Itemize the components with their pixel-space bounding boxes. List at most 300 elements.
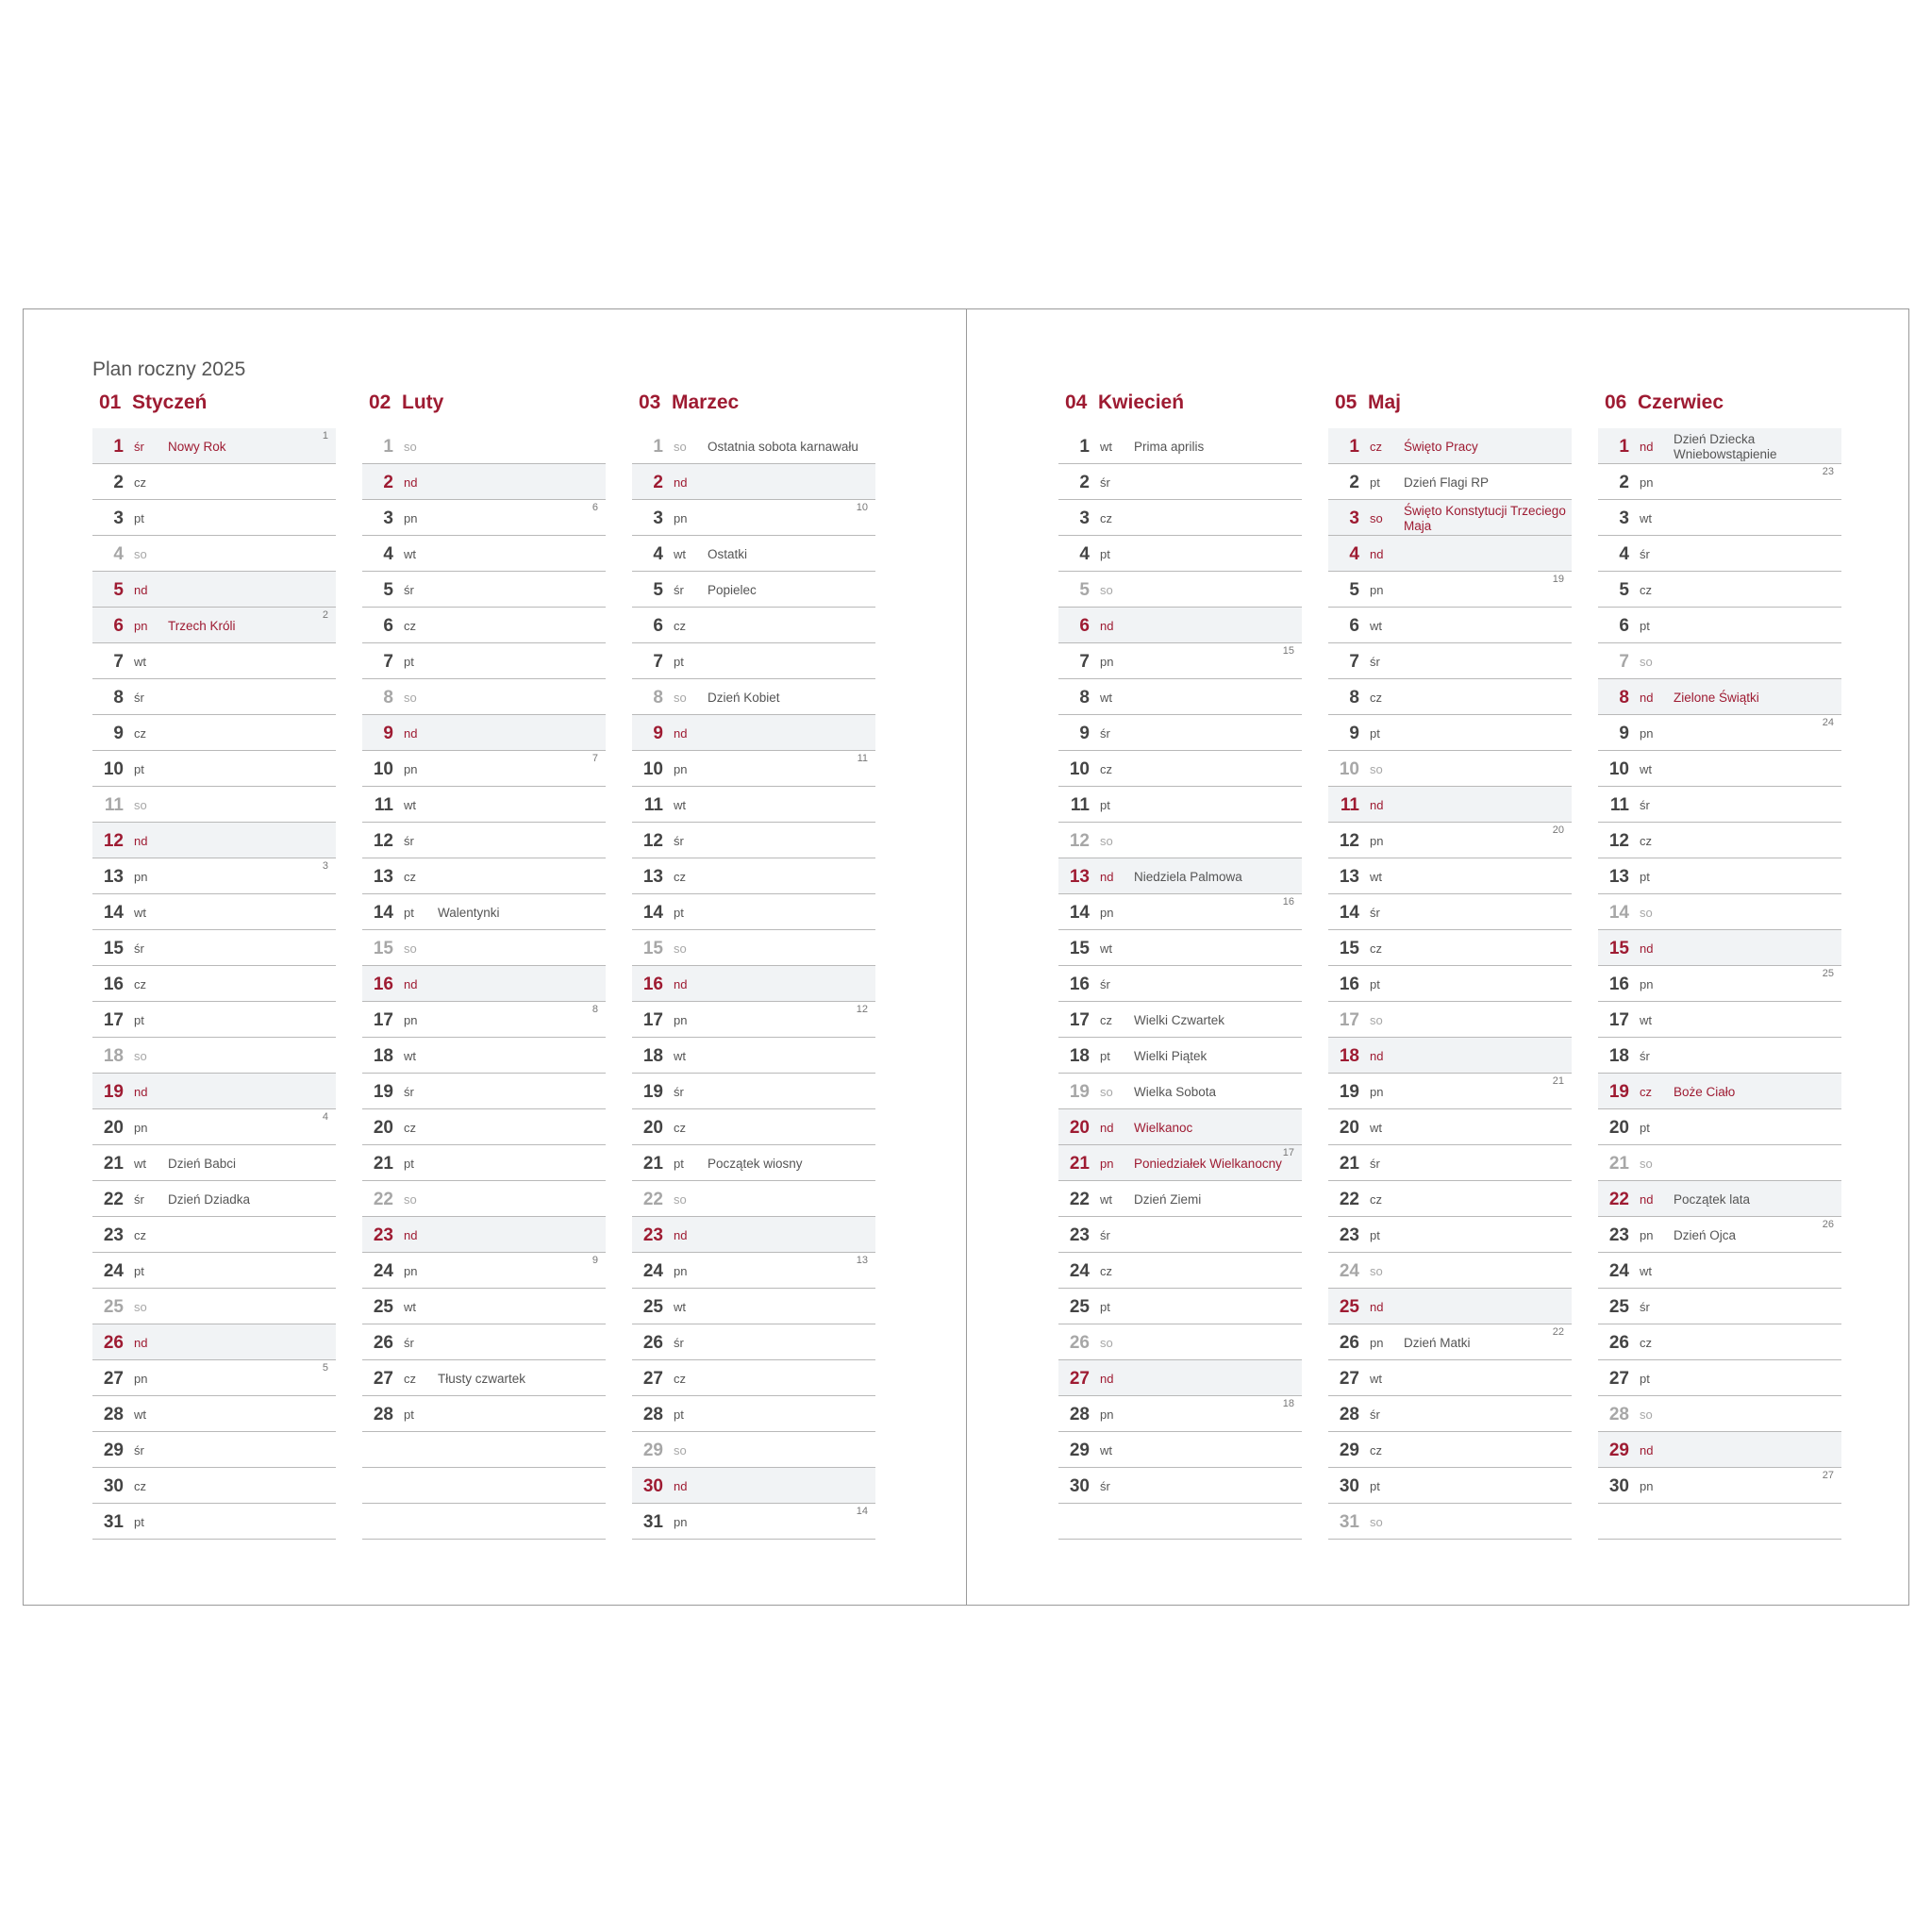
- day-row: [92, 1468, 336, 1504]
- weekday-abbr: nd: [674, 977, 688, 991]
- week-number: 19: [1552, 574, 1564, 585]
- month-column-january: [92, 391, 336, 1532]
- weekday-abbr: wt: [134, 1157, 146, 1171]
- day-row: [1328, 966, 1572, 1002]
- weekday-abbr: nd: [404, 726, 418, 741]
- day-row: [92, 1432, 336, 1468]
- day-row: [1598, 643, 1841, 679]
- day-number: 4: [653, 544, 663, 564]
- day-number: 21: [103, 1154, 124, 1174]
- day-number: 13: [1069, 867, 1090, 887]
- day-number: 7: [1619, 652, 1629, 672]
- weekday-abbr: wt: [404, 547, 416, 561]
- day-number: 11: [374, 795, 393, 815]
- day-row: [362, 1145, 606, 1181]
- weekday-abbr: so: [1370, 511, 1383, 525]
- day-number: 19: [1069, 1082, 1090, 1102]
- day-number: 31: [103, 1512, 124, 1532]
- day-list: [632, 428, 875, 1540]
- weekday-abbr: so: [404, 1192, 417, 1207]
- week-number: 9: [591, 1255, 598, 1266]
- weekday-abbr: pt: [1640, 870, 1650, 884]
- page-title: Plan roczny 2025: [92, 358, 246, 380]
- weekday-abbr: so: [404, 941, 417, 956]
- day-number: 25: [1339, 1297, 1359, 1317]
- day-number: 8: [1619, 688, 1629, 708]
- day-row: [1058, 572, 1302, 608]
- month-name: Maj: [1368, 391, 1402, 413]
- day-number: 3: [1079, 508, 1090, 528]
- day-row: [632, 715, 875, 751]
- day-number: 9: [653, 724, 663, 743]
- day-number: 16: [642, 974, 663, 994]
- month-header: [362, 391, 606, 427]
- weekday-abbr: cz: [1370, 440, 1382, 454]
- day-row: [92, 608, 336, 643]
- day-number: 28: [373, 1405, 393, 1424]
- weekday-abbr: pt: [1370, 1228, 1380, 1242]
- weekday-abbr: nd: [134, 1085, 148, 1099]
- day-number: 26: [1339, 1333, 1359, 1353]
- weekday-abbr: śr: [1100, 726, 1110, 741]
- day-number: 21: [1608, 1154, 1629, 1174]
- weekday-abbr: pt: [1370, 475, 1380, 490]
- day-number: 1: [1079, 437, 1090, 457]
- weekday-abbr: wt: [134, 1407, 146, 1422]
- day-number: 26: [1608, 1333, 1629, 1353]
- week-number: 15: [1282, 645, 1294, 657]
- day-row: [362, 894, 606, 930]
- day-row: [92, 930, 336, 966]
- day-number: 19: [103, 1082, 124, 1102]
- day-number: 19: [642, 1082, 663, 1102]
- weekday-abbr: nd: [404, 1228, 418, 1242]
- weekday-abbr: nd: [1640, 440, 1654, 454]
- day-number: 21: [642, 1154, 663, 1174]
- weekday-abbr: wt: [1640, 1013, 1652, 1027]
- day-number: 9: [1619, 724, 1629, 743]
- day-row: [92, 679, 336, 715]
- weekday-abbr: so: [1640, 906, 1653, 920]
- weekday-abbr: wt: [1370, 1121, 1382, 1135]
- day-number: 17: [1069, 1010, 1090, 1030]
- weekday-abbr: nd: [1640, 1443, 1654, 1457]
- day-event: Dzień Dziecka Wniebowstąpienie: [1674, 432, 1777, 461]
- day-number: 2: [1349, 473, 1359, 492]
- day-number: 4: [383, 544, 393, 564]
- week-number: 8: [591, 1004, 598, 1015]
- weekday-abbr: pt: [134, 1264, 144, 1278]
- day-number: 3: [1349, 508, 1359, 528]
- weekday-abbr: pn: [1640, 475, 1654, 490]
- day-number: 20: [103, 1118, 124, 1138]
- day-row: [1328, 751, 1572, 787]
- day-row: [1058, 930, 1302, 966]
- day-number: 1: [383, 437, 393, 457]
- day-row: [1598, 1253, 1841, 1289]
- weekday-abbr: śr: [674, 1085, 684, 1099]
- day-number: 7: [653, 652, 663, 672]
- day-number: 20: [1069, 1118, 1090, 1138]
- week-number: 23: [1822, 466, 1834, 477]
- day-number: 15: [103, 939, 124, 958]
- day-row: [1328, 643, 1572, 679]
- day-row: [92, 1360, 336, 1396]
- weekday-abbr: pt: [1640, 619, 1650, 633]
- weekday-abbr: pn: [674, 1515, 688, 1529]
- day-number: 20: [1339, 1118, 1359, 1138]
- day-row: [362, 1002, 606, 1038]
- day-number: 5: [653, 580, 663, 600]
- day-row: [1328, 823, 1572, 858]
- week-number: 3: [322, 860, 328, 872]
- day-number: 24: [1608, 1261, 1629, 1281]
- day-number: 17: [103, 1010, 124, 1030]
- day-row: [1058, 966, 1302, 1002]
- day-event: Dzień Kobiet: [708, 691, 780, 705]
- day-row: [362, 1038, 606, 1074]
- day-number: 20: [373, 1118, 393, 1138]
- day-row: [632, 1504, 875, 1540]
- day-event: Dzień Babci: [168, 1157, 237, 1171]
- day-row: [1598, 1289, 1841, 1324]
- weekday-abbr: pn: [1640, 726, 1654, 741]
- day-number: 14: [1339, 903, 1359, 923]
- day-number: 3: [113, 508, 124, 528]
- day-number: 15: [1608, 939, 1629, 958]
- month-header: [1328, 391, 1572, 427]
- day-number: 28: [1069, 1405, 1090, 1424]
- weekday-abbr: wt: [1370, 870, 1382, 884]
- day-row: [1058, 1217, 1302, 1253]
- weekday-abbr: cz: [1100, 1264, 1112, 1278]
- day-number: 23: [103, 1225, 124, 1245]
- weekday-abbr: wt: [1640, 511, 1652, 525]
- day-number: 11: [1609, 795, 1629, 815]
- day-number: 9: [1079, 724, 1090, 743]
- day-row: [632, 1002, 875, 1038]
- day-event: Ostatki: [708, 547, 748, 561]
- day-number: 12: [373, 831, 393, 851]
- weekday-abbr: pn: [1370, 583, 1384, 597]
- day-row: [1328, 1038, 1572, 1074]
- weekday-abbr: pn: [1640, 1479, 1654, 1493]
- day-row: [1598, 1002, 1841, 1038]
- day-number: 18: [373, 1046, 393, 1066]
- day-row: [1328, 1217, 1572, 1253]
- weekday-abbr: pn: [134, 1372, 148, 1386]
- day-row: [632, 572, 875, 608]
- day-number: 26: [642, 1333, 663, 1353]
- day-number: 2: [113, 473, 124, 492]
- weekday-abbr: so: [134, 798, 147, 812]
- day-row: [92, 428, 336, 464]
- day-number: 7: [113, 652, 124, 672]
- day-row: [632, 966, 875, 1002]
- weekday-abbr: nd: [1370, 1049, 1384, 1063]
- weekday-abbr: cz: [404, 1121, 416, 1135]
- weekday-abbr: śr: [674, 1336, 684, 1350]
- week-number: 27: [1822, 1470, 1834, 1481]
- day-event: Początek wiosny: [708, 1157, 803, 1171]
- day-row: [632, 536, 875, 572]
- week-number: 6: [591, 502, 598, 513]
- day-row: [1058, 1145, 1302, 1181]
- day-number: 11: [104, 795, 124, 815]
- weekday-abbr: pn: [404, 511, 418, 525]
- weekday-abbr: cz: [674, 619, 686, 633]
- day-row: [1058, 464, 1302, 500]
- day-row: [1598, 1109, 1841, 1145]
- weekday-abbr: nd: [674, 726, 688, 741]
- weekday-abbr: wt: [1100, 440, 1112, 454]
- day-row: [92, 643, 336, 679]
- weekday-abbr: pt: [1640, 1372, 1650, 1386]
- day-number: 8: [1349, 688, 1359, 708]
- weekday-abbr: so: [674, 941, 687, 956]
- day-number: 15: [642, 939, 663, 958]
- day-row: [92, 751, 336, 787]
- weekday-abbr: pt: [674, 1407, 684, 1422]
- day-number: 16: [1069, 974, 1090, 994]
- day-row: [632, 1253, 875, 1289]
- day-row: [1598, 894, 1841, 930]
- day-row: [92, 787, 336, 823]
- day-row: [92, 894, 336, 930]
- day-number: 25: [1069, 1297, 1090, 1317]
- day-number: 19: [1608, 1082, 1629, 1102]
- weekday-abbr: śr: [674, 834, 684, 848]
- day-number: 28: [103, 1405, 124, 1424]
- weekday-abbr: śr: [134, 941, 144, 956]
- weekday-abbr: pn: [1100, 906, 1114, 920]
- month-number: 05: [1335, 391, 1357, 413]
- week-number: 24: [1822, 717, 1834, 728]
- day-row: [632, 858, 875, 894]
- day-number: 30: [642, 1476, 663, 1496]
- day-event: Święto Konstytucji Trzeciego Maja: [1404, 504, 1566, 533]
- day-number: 6: [1349, 616, 1359, 636]
- day-row: [1328, 572, 1572, 608]
- day-row: [362, 643, 606, 679]
- day-number: 12: [1069, 831, 1090, 851]
- weekday-abbr: śr: [1370, 906, 1380, 920]
- day-number: 22: [1069, 1190, 1090, 1209]
- day-number: 29: [1069, 1441, 1090, 1460]
- day-row: [1058, 536, 1302, 572]
- day-number: 10: [103, 759, 124, 779]
- weekday-abbr: pn: [134, 619, 148, 633]
- weekday-abbr: wt: [674, 547, 686, 561]
- day-row: [362, 966, 606, 1002]
- day-number: 14: [642, 903, 663, 923]
- day-row: [1328, 500, 1572, 536]
- day-event: Trzech Króli: [168, 619, 236, 633]
- empty-day-row: [362, 1468, 606, 1504]
- day-row: [632, 1217, 875, 1253]
- weekday-abbr: pt: [134, 511, 144, 525]
- day-number: 22: [103, 1190, 124, 1209]
- day-number: 5: [1619, 580, 1629, 600]
- weekday-abbr: wt: [674, 1049, 686, 1063]
- day-row: [632, 1109, 875, 1145]
- weekday-abbr: pt: [134, 1013, 144, 1027]
- day-number: 13: [1608, 867, 1629, 887]
- weekday-abbr: śr: [1370, 1407, 1380, 1422]
- weekday-abbr: pt: [674, 906, 684, 920]
- day-row: [1058, 1468, 1302, 1504]
- day-number: 10: [373, 759, 393, 779]
- day-row: [1058, 500, 1302, 536]
- weekday-abbr: śr: [674, 583, 684, 597]
- day-row: [1058, 679, 1302, 715]
- weekday-abbr: cz: [1370, 1192, 1382, 1207]
- day-number: 17: [1339, 1010, 1359, 1030]
- weekday-abbr: śr: [404, 583, 414, 597]
- day-row: [1598, 1360, 1841, 1396]
- day-row: [1328, 930, 1572, 966]
- weekday-abbr: nd: [1100, 1121, 1114, 1135]
- day-number: 16: [373, 974, 393, 994]
- day-row: [1598, 715, 1841, 751]
- day-row: [1058, 1181, 1302, 1217]
- weekday-abbr: wt: [674, 1300, 686, 1314]
- day-row: [362, 1217, 606, 1253]
- day-row: [1598, 608, 1841, 643]
- weekday-abbr: pn: [1100, 1407, 1114, 1422]
- month-column-april: [1058, 391, 1302, 1496]
- day-row: [1058, 1038, 1302, 1074]
- empty-day-row: [1058, 1504, 1302, 1540]
- month-header: [92, 391, 336, 427]
- weekday-abbr: pt: [404, 906, 414, 920]
- day-row: [1328, 1504, 1572, 1540]
- day-number: 15: [1339, 939, 1359, 958]
- weekday-abbr: so: [1370, 1515, 1383, 1529]
- day-list: [1058, 428, 1302, 1540]
- weekday-abbr: so: [1640, 1407, 1653, 1422]
- day-number: 18: [1069, 1046, 1090, 1066]
- day-row: [1328, 679, 1572, 715]
- weekday-abbr: nd: [404, 475, 418, 490]
- day-row: [362, 1074, 606, 1109]
- weekday-abbr: so: [404, 440, 417, 454]
- day-number: 12: [103, 831, 124, 851]
- day-number: 17: [642, 1010, 663, 1030]
- day-number: 4: [1619, 544, 1629, 564]
- day-row: [362, 930, 606, 966]
- day-row: [92, 500, 336, 536]
- day-event: Wielki Czwartek: [1134, 1013, 1225, 1027]
- weekday-abbr: nd: [674, 1228, 688, 1242]
- day-row: [92, 1289, 336, 1324]
- day-event: Dzień Ziemi: [1134, 1192, 1202, 1207]
- weekday-abbr: śr: [1370, 655, 1380, 669]
- weekday-abbr: so: [1640, 655, 1653, 669]
- day-row: [1598, 1038, 1841, 1074]
- day-row: [1598, 787, 1841, 823]
- weekday-abbr: pt: [1370, 726, 1380, 741]
- day-row: [1598, 751, 1841, 787]
- day-row: [92, 1038, 336, 1074]
- weekday-abbr: pn: [1370, 1085, 1384, 1099]
- day-number: 24: [1339, 1261, 1359, 1281]
- day-number: 23: [1069, 1225, 1090, 1245]
- weekday-abbr: cz: [134, 475, 146, 490]
- day-number: 8: [1079, 688, 1090, 708]
- weekday-abbr: nd: [1640, 1192, 1654, 1207]
- day-number: 28: [642, 1405, 663, 1424]
- day-row: [1328, 428, 1572, 464]
- weekday-abbr: śr: [134, 691, 144, 705]
- day-row: [1058, 858, 1302, 894]
- weekday-abbr: cz: [1100, 1013, 1112, 1027]
- day-row: [1328, 1181, 1572, 1217]
- day-number: 9: [1349, 724, 1359, 743]
- day-row: [1058, 1432, 1302, 1468]
- day-number: 21: [1069, 1154, 1090, 1174]
- day-number: 3: [383, 508, 393, 528]
- weekday-abbr: so: [674, 1443, 687, 1457]
- day-number: 2: [653, 473, 663, 492]
- day-number: 2: [383, 473, 393, 492]
- day-number: 6: [1079, 616, 1090, 636]
- weekday-abbr: śr: [1100, 475, 1110, 490]
- weekday-abbr: pn: [1370, 834, 1384, 848]
- day-row: [1058, 1253, 1302, 1289]
- day-row: [1328, 536, 1572, 572]
- day-number: 19: [373, 1082, 393, 1102]
- week-number: 12: [856, 1004, 868, 1015]
- day-row: [1328, 1289, 1572, 1324]
- day-row: [632, 608, 875, 643]
- month-header: [1598, 391, 1841, 427]
- day-row: [362, 1324, 606, 1360]
- day-event: Wielki Piątek: [1134, 1049, 1208, 1063]
- empty-day-row: [1598, 1504, 1841, 1540]
- day-number: 19: [1339, 1082, 1359, 1102]
- day-number: 16: [103, 974, 124, 994]
- day-row: [1328, 1468, 1572, 1504]
- day-row: [632, 751, 875, 787]
- weekday-abbr: nd: [1100, 619, 1114, 633]
- day-row: [1598, 930, 1841, 966]
- day-number: 13: [642, 867, 663, 887]
- weekday-abbr: wt: [404, 1049, 416, 1063]
- weekday-abbr: śr: [1640, 547, 1650, 561]
- day-row: [1058, 1109, 1302, 1145]
- day-row: [1598, 1181, 1841, 1217]
- weekday-abbr: so: [1100, 834, 1113, 848]
- day-row: [92, 966, 336, 1002]
- weekday-abbr: pt: [1100, 1300, 1110, 1314]
- weekday-abbr: wt: [1100, 941, 1112, 956]
- weekday-abbr: śr: [134, 440, 144, 454]
- day-row: [362, 428, 606, 464]
- day-row: [1328, 715, 1572, 751]
- week-number: 10: [856, 502, 868, 513]
- day-row: [1328, 1109, 1572, 1145]
- day-number: 11: [1340, 795, 1359, 815]
- weekday-abbr: so: [134, 1300, 147, 1314]
- day-number: 10: [1339, 759, 1359, 779]
- day-row: [1328, 787, 1572, 823]
- weekday-abbr: pt: [674, 655, 684, 669]
- day-row: [1328, 1145, 1572, 1181]
- weekday-abbr: so: [1370, 1013, 1383, 1027]
- weekday-abbr: cz: [1370, 1443, 1382, 1457]
- weekday-abbr: cz: [1370, 691, 1382, 705]
